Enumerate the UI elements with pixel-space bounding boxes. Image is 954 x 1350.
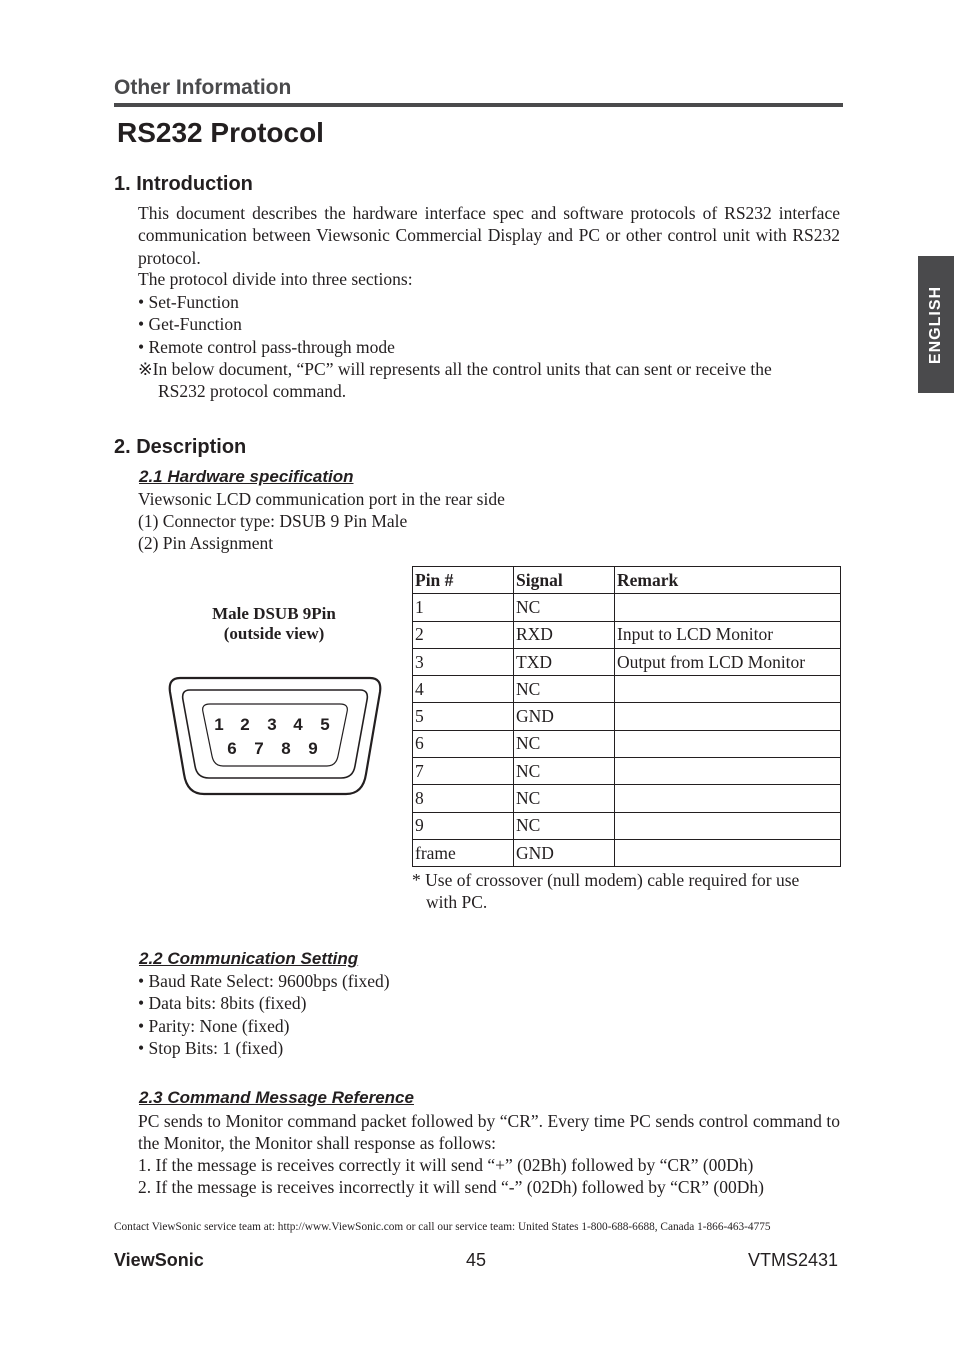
table-footnote: * Use of crossover (null modem) cable required for use [412,870,800,890]
command-response-line: 2. If the message is receives incorrectly it will send “-” (02Dh) followed by “CR” (00Dh) [138,1177,764,1197]
table-cell: 5 [413,703,514,730]
table-cell: 7 [413,758,514,785]
table-cell: frame [413,839,514,866]
header-divider [114,103,843,107]
intro-heading: 1. Introduction [114,173,253,195]
table-row [413,648,841,675]
hardware-spec-line: (1) Connector type: DSUB 9 Pin Male [138,511,408,531]
language-tab-label: ENGLISH [927,285,944,364]
table-cell: Output from LCD Monitor [615,648,841,675]
table-row [413,730,841,757]
connector-pin-label: 3 [267,715,277,734]
table-cell: 1 [413,594,514,621]
connector-pin-label: 6 [227,739,237,758]
page-title: RS232 Protocol [117,117,324,148]
section-header: Other Information [114,76,292,99]
table-cell: 3 [413,648,514,675]
hardware-spec-heading: 2.1 Hardware specification [139,467,354,486]
hardware-spec-line: Viewsonic LCD communication port in the rear side [138,489,505,509]
connector-caption-line: Male DSUB 9Pin [212,604,336,623]
table-cell [615,839,841,866]
communication-bullet: • Stop Bits: 1 (fixed) [138,1038,284,1058]
table-header-cell: Pin # [413,567,514,594]
table-cell: TXD [514,648,615,675]
table-row [413,621,841,648]
table-cell: GND [514,839,615,866]
table-footnote: with PC. [426,892,488,912]
footer-model: VTMS2431 [748,1250,839,1270]
pin-assignment-table [412,566,841,867]
table-cell: NC [514,594,615,621]
hardware-spec-line: (2) Pin Assignment [138,533,274,553]
table-cell: RXD [514,621,615,648]
communication-bullet: • Parity: None (fixed) [138,1016,290,1036]
intro-sections-line: The protocol divide into three sections: [138,269,413,289]
intro-note-line: RS232 protocol command. [158,381,347,401]
table-row [413,594,841,621]
connector-pin-label: 7 [254,739,264,758]
table-cell: NC [514,785,615,812]
table-header-row [413,567,841,594]
connector-pin-label: 9 [308,739,318,758]
communication-bullet: • Baud Rate Select: 9600bps (fixed) [138,971,390,991]
language-tab [918,256,954,393]
table-cell [615,812,841,839]
connector-pin-label: 2 [240,715,250,734]
table-cell [615,594,841,621]
connector-caption [174,604,374,643]
command-reference-heading: 2.3 Command Message Reference [139,1088,414,1107]
table-row [413,758,841,785]
connector-caption-line: (outside view) [223,623,325,643]
table-cell [615,676,841,703]
intro-paragraph: This document describes the hardware interface spec and software protocols of RS232 interface communication between Viewsonic Commercial Display and PC or other control unit with RS232 protocol. [138,203,840,268]
dsub9-connector-diagram [166,674,384,798]
table-row [413,812,841,839]
footer-contact: Contact ViewSonic service team at: http://www.ViewSonic.com or call our service team: United States 1-800-688-6688, Canada 1-866-463-4775 [114,1221,771,1233]
table-cell [615,758,841,785]
communication-bullet: • Data bits: 8bits (fixed) [138,993,307,1013]
communication-setting-heading: 2.2 Communication Setting [139,949,359,968]
intro-bullet: • Get-Function [138,314,242,334]
table-cell [615,730,841,757]
table-row [413,839,841,866]
command-response-line: 1. If the message is receives correctly it will send “+” (02Bh) followed by “CR” (00Dh) [138,1155,754,1175]
command-paragraph: PC sends to Monitor command packet followed by “CR”. Every time PC sends control command to the Monitor, the Monitor shall response as follows: [138,1111,840,1154]
table-row [413,785,841,812]
connector-pin-label: 5 [320,715,330,734]
table-cell: 6 [413,730,514,757]
intro-note-line: ※In below document, “PC” will represents all the control units that can sent or receive the [138,359,772,379]
table-header-cell: Remark [615,567,841,594]
table-cell [615,785,841,812]
table-cell: NC [514,730,615,757]
table-cell: 8 [413,785,514,812]
table-cell: GND [514,703,615,730]
table-cell: Input to LCD Monitor [615,621,841,648]
description-heading: 2. Description [114,436,247,458]
table-cell: NC [514,812,615,839]
table-cell: NC [514,758,615,785]
table-header-cell: Signal [514,567,615,594]
intro-bullet: • Remote control pass-through mode [138,337,395,357]
footer-brand: ViewSonic [114,1250,204,1270]
table-cell: 2 [413,621,514,648]
connector-pin-label: 8 [281,739,291,758]
table-cell: 9 [413,812,514,839]
table-cell: NC [514,676,615,703]
connector-pin-label: 4 [293,715,303,734]
table-cell: 4 [413,676,514,703]
table-cell [615,703,841,730]
table-row [413,676,841,703]
intro-bullet: • Set-Function [138,292,239,312]
table-row [413,703,841,730]
connector-pin-label: 1 [214,715,224,734]
page-number: 45 [466,1250,487,1270]
